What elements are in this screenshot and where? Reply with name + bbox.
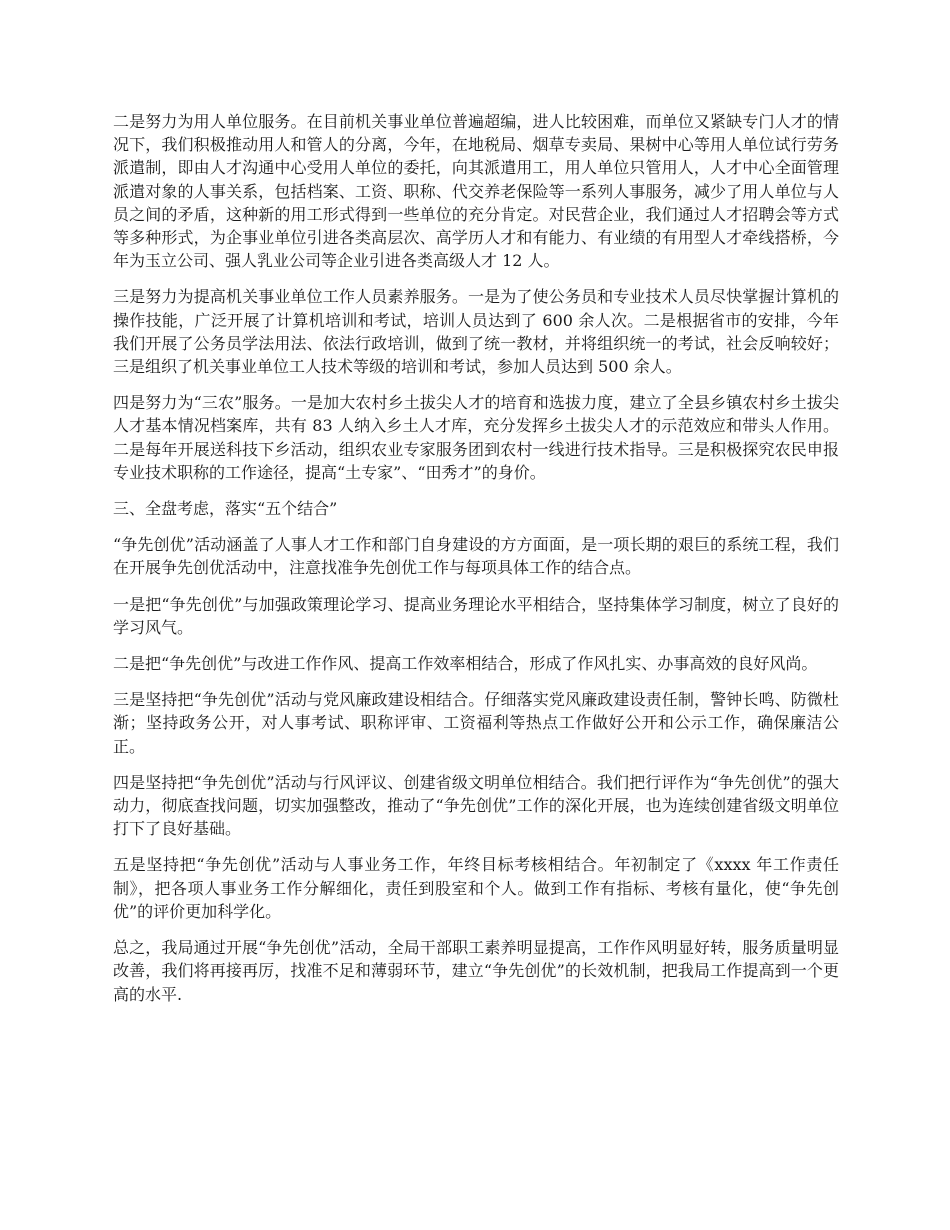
paragraph-combination-1: 一是把“争先创优”与加强政策理论学习、提高业务理论水平相结合，坚持集体学习制度，树立了良好的学习风气。 [113,594,839,637]
paragraph-three-rural: 四是努力为“三农”服务。一是加大农村乡土拔尖人才的培育和选拔力度，建立了全县乡镇农村乡土拔尖人才基本情况档案库，共有 83 人纳入乡土人才库，充分发挥乡土拔尖人才的示范效应和带头人作用。二是每年开展送科技下乡活动，组织农业专家服务团到农村一线进行技术指导。三是积极探究农民申报专业技术职称的工作途径，提高“土专家”、“田秀才”的身价。 [113,393,839,482]
document-body [113,110,839,1019]
paragraph-combination-3: 三是坚持把“争先创优”活动与党风廉政建设相结合。仔细落实党风廉政建设责任制，警钟长鸣、防微杜渐；坚持政务公开，对人事考试、职称评审、工资福利等热点工作做好公开和公示工作，确保廉洁公正。 [113,690,839,756]
paragraph-intro-combinations: “争先创优”活动涵盖了人事人才工作和部门自身建设的方方面面，是一项长期的艰巨的系统工程，我们在开展争先创优活动中，注意找准争先创优工作与每项具体工作的结合点。 [113,535,839,578]
paragraph-service-employers: 二是努力为用人单位服务。在目前机关事业单位普遍超编，进人比较困难，而单位又紧缺专门人才的情况下，我们积极推动用人和管人的分离，今年，在地税局、烟草专卖局、果树中心等用人单位试行劳务派遣制，即由人才沟通中心受用人单位的委托，向其派遣用工，用人单位只管用人，人才中心全面管理派遣对象的人事关系，包括档案、工资、职称、代交养老保险等一系列人事服务，减少了用人单位与人员之间的矛盾，这种新的用工形式得到一些单位的充分肯定。对民营企业，我们通过人才招聘会等方式等多种形式，为企事业单位引进各类高层次、高学历人才和有能力、有业绩的有用型人才牵线搭桥，今年为玉立公司、强人乳业公司等企业引进各类高级人才 12 人。 [113,112,839,271]
paragraph-conclusion: 总之，我局通过开展“争先创优”活动，全局干部职工素养明显提高，工作作风明显好转，服务质量明显改善，我们将再接再厉，找准不足和薄弱环节，建立“争先创优”的长效机制，把我局工作提高到一个更高的水平. [113,938,839,1004]
paragraph-combination-4: 四是坚持把“争先创优”活动与行风评议、创建省级文明单位相结合。我们把行评作为“争先创优”的强大动力，彻底查找问题，切实加强整改，推动了“争先创优”工作的深化开展，也为连续创建省级文明单位打下了良好基础。 [113,772,839,839]
section-heading-five-combinations: 三、全盘考虑，落实“五个结合” [113,499,338,519]
paragraph-staff-quality: 三是努力为提高机关事业单位工作人员素养服务。一是为了使公务员和专业技术人员尽快掌握计算机的操作技能，广泛开展了计算机培训和考试，培训人员达到了 600 余人次。二是根据省市的安排，今年我们开展了公务员学法用法、依法行政培训，做到了统一教材，并将组织统一的考试，社会反响较好；三是组织了机关事业单位工人技术等级的培训和考试，参加人员达到 500 余人。 [113,287,839,377]
paragraph-combination-5: 五是坚持把“争先创优”活动与人事业务工作，年终目标考核相结合。年初制定了《xxxx 年工作责任制》，把各项人事业务工作分解细化，责任到股室和个人。做到工作有指标、考核有量化，使“争先创优”的评价更加科学化。 [113,855,839,921]
paragraph-combination-2: 二是把“争先创优”与改进工作作风、提高工作效率相结合，形成了作风扎实、办事高效的良好风尚。 [113,654,818,674]
